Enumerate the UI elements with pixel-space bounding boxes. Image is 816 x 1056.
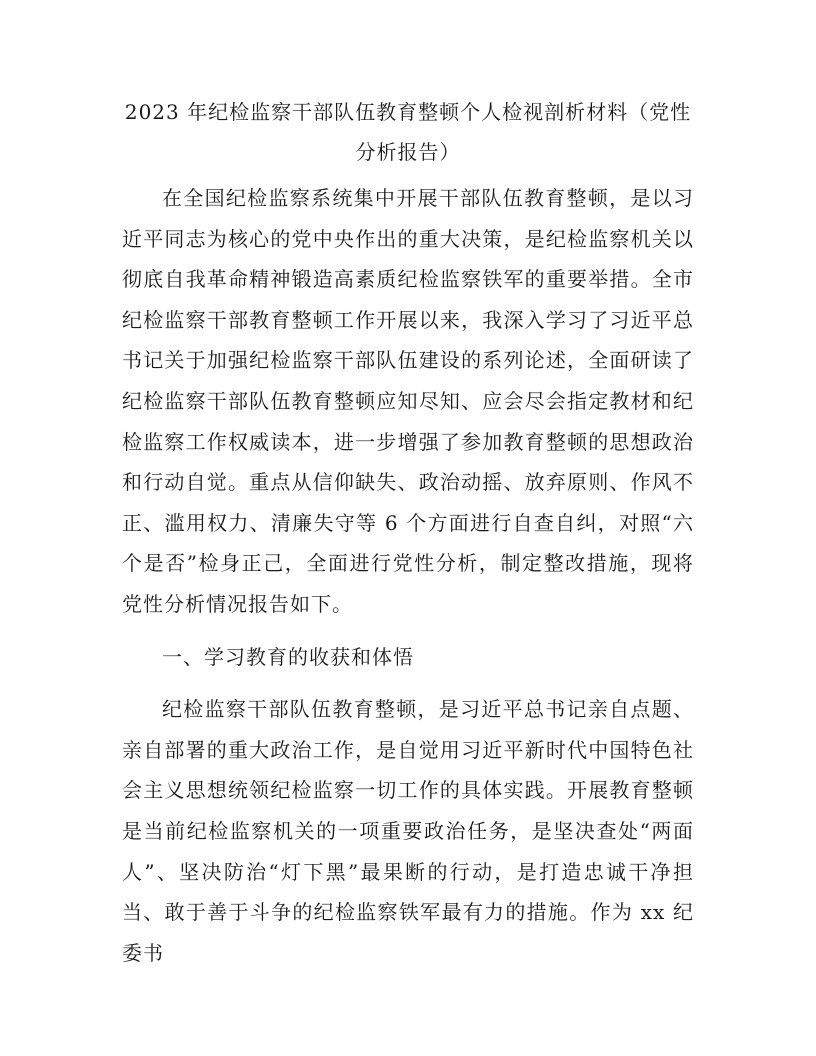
- section-heading: 一、学习教育的收获和体悟: [162, 644, 414, 669]
- document-title: 2023 年纪检监察干部队伍教育整顿个人检视剖析材料（党性分析报告）: [124, 100, 692, 164]
- intro-paragraph: 在全国纪检监察系统集中开展干部队伍教育整顿，是以习近平同志为核心的党中央作出的重大决策，是纪检监察机关以彻底自我革命精神锻造高素质纪检监察铁军的重要举措。全市纪检监察干部教育整顿工作开展以来，我深入学习了习近平总书记关于加强纪检监察干部队伍建设的系列论述，全面研读了纪检监察干部队伍教育整顿应知尽知、应会尽会指定教材和纪检监察工作权威读本，进一步增强了参加教育整顿的思想政治和行动自觉。重点从信仰缺失、政治动摇、放弃原则、作风不正、滥用权力、清廉失守等 6 个方面进行自查自纠，对照“六个是否”检身正己，全面进行党性分析，制定整改措施，现将党性分析情况报告如下。: [122, 186, 694, 616]
- document-body: [122, 178, 694, 973]
- section-paragraph: 纪检监察干部队伍教育整顿，是习近平总书记亲自点题、亲自部署的重大政治工作，是自觉用习近平新时代中国特色社会主义思想统领纪检监察一切工作的具体实践。开展教育整顿是当前纪检监察机关的一项重要政治任务，是坚决查处“两面人”、坚决防治“灯下黑”最果断的行动，是打造忠诚干净担当、敢于善于斗争的纪检监察铁军最有力的措施。作为 xx 纪委书: [122, 697, 694, 965]
